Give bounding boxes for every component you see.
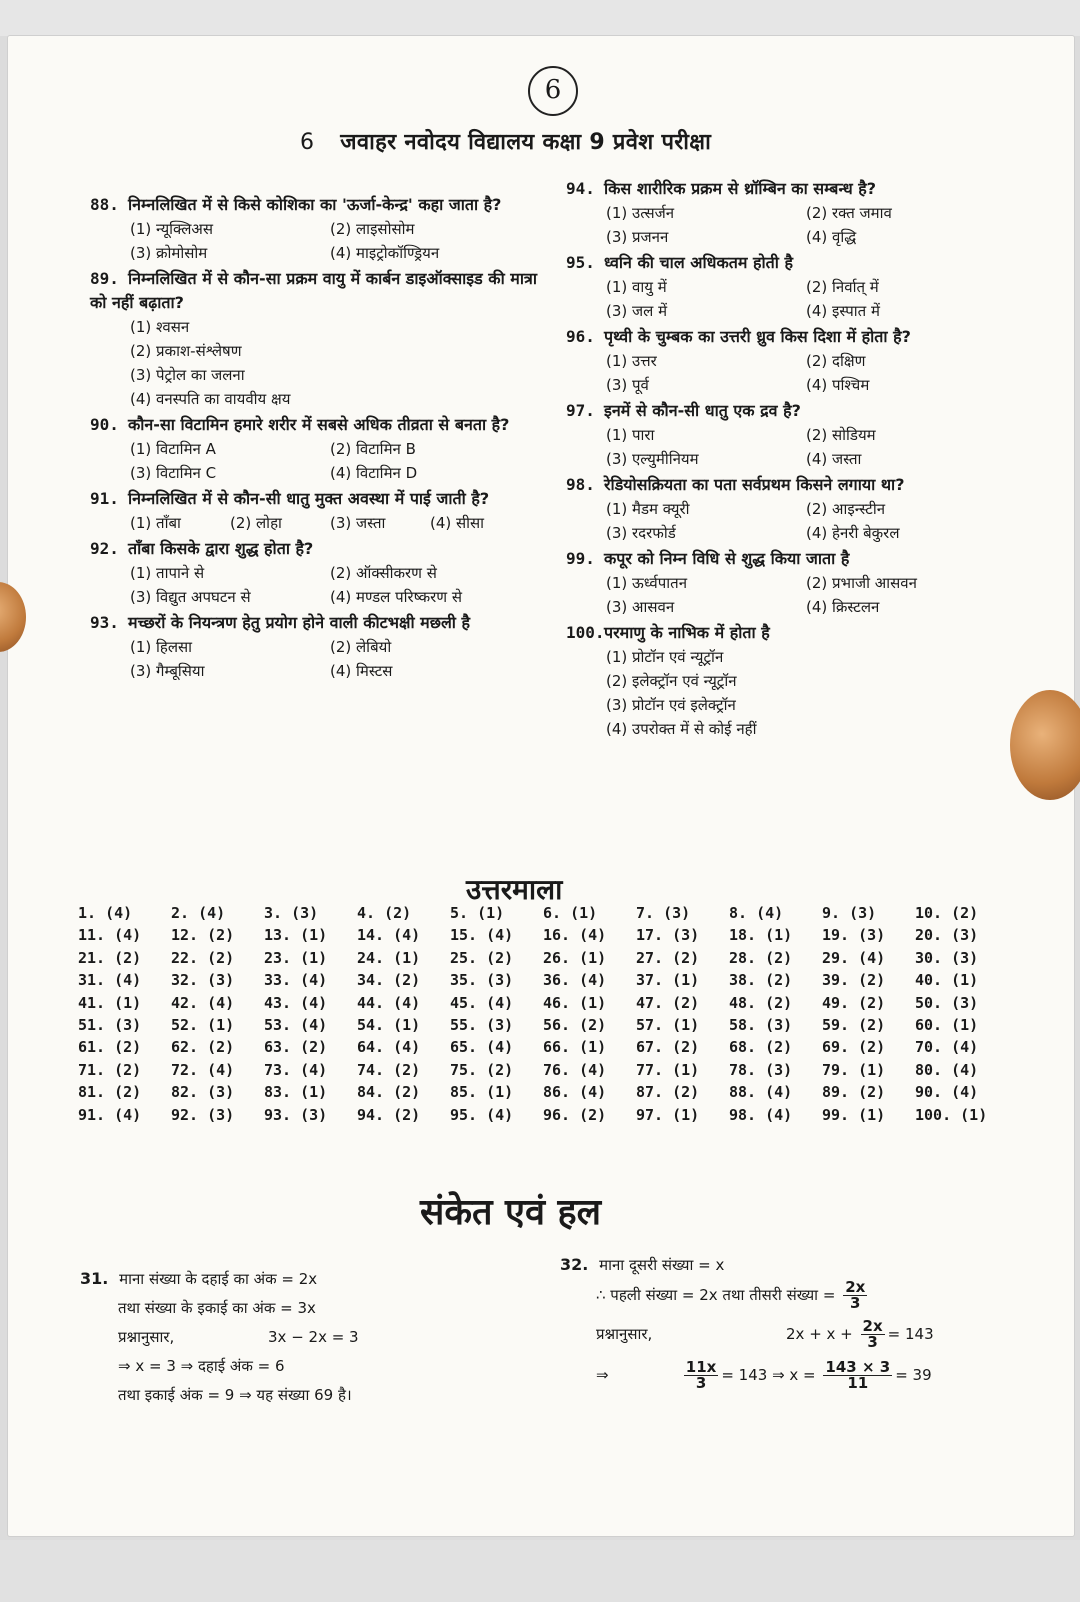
answer-cell: 72. (4) — [171, 1060, 235, 1079]
answer-key-title: उत्तरमाला — [466, 873, 563, 906]
answer-cell: 47. (2) — [636, 993, 700, 1012]
answer-row — [78, 947, 1008, 969]
answer-cell: 29. (4) — [822, 948, 886, 967]
options-list — [566, 201, 1006, 249]
option: (1) विटामिन A — [130, 440, 216, 458]
solution-equation: = 39 — [895, 1366, 932, 1384]
answer-cell: 12. (2) — [171, 926, 235, 945]
fraction-numerator: 143 × 3 — [825, 1358, 891, 1376]
option: (3) प्रजनन — [606, 228, 669, 246]
answer-cell: 8. (4) — [729, 904, 784, 922]
option: (3) गैम्बूसिया — [130, 662, 205, 680]
question-96 — [566, 325, 1006, 397]
options-list — [566, 645, 1006, 741]
answer-cell: 45. (4) — [450, 993, 514, 1012]
option: (1) वायु में — [606, 278, 667, 296]
option: (2) प्रभाजी आसवन — [806, 574, 917, 592]
question-number: 90. — [90, 415, 119, 434]
fraction-denominator: 3 — [850, 1294, 861, 1312]
option: (2) दक्षिण — [806, 352, 866, 370]
question-stem: परमाणु के नाभिक में होता है — [604, 623, 770, 642]
answer-cell: 99. (1) — [822, 1105, 886, 1124]
answer-cell: 3. (3) — [264, 904, 319, 922]
solution-equation: = 143 ⇒ x = — [721, 1366, 816, 1384]
answer-cell: 85. (1) — [450, 1083, 514, 1102]
solution-line: माना दूसरी संख्या = x — [599, 1256, 725, 1274]
option: (2) रक्त जमाव — [806, 204, 892, 222]
option: (2) आइन्स्टीन — [806, 500, 886, 518]
fraction-numerator: 2x — [862, 1317, 883, 1335]
solution-line: प्रश्नानुसार, — [118, 1328, 175, 1346]
question-text — [566, 325, 1006, 349]
question-stem: पृथ्वी के चुम्बक का उत्तरी ध्रुव किस दिशा में होता है? — [604, 327, 911, 346]
answer-cell: 32. (3) — [171, 971, 235, 990]
answer-cell: 15. (4) — [450, 926, 514, 945]
answer-cell: 23. (1) — [264, 948, 328, 967]
option: (2) विटामिन B — [330, 440, 416, 458]
answer-cell: 2. (4) — [171, 904, 226, 922]
answer-cell: 56. (2) — [543, 1016, 607, 1035]
answer-cell: 83. (1) — [264, 1083, 328, 1102]
answer-cell: 1. (4) — [78, 904, 133, 922]
option: (4) माइट्रोकॉण्ड्रियन — [330, 244, 440, 262]
option: (2) लाइसोसोम — [330, 220, 415, 238]
answer-cell: 34. (2) — [357, 971, 421, 990]
answer-cell: 22. (2) — [171, 948, 235, 967]
solution-equation: 2x + x + — [786, 1325, 853, 1343]
option: (1) ताँबा — [130, 514, 181, 532]
question-92 — [90, 537, 540, 609]
options-list — [566, 423, 1006, 471]
answer-cell: 91. (4) — [78, 1105, 142, 1124]
question-88 — [90, 193, 540, 265]
answer-cell: 81. (2) — [78, 1083, 142, 1102]
option: (1) हिलसा — [130, 638, 193, 656]
answer-cell: 90. (4) — [915, 1083, 979, 1102]
answer-cell: 54. (1) — [357, 1016, 421, 1035]
answer-cell: 69. (2) — [822, 1038, 886, 1057]
question-number: 93. — [90, 613, 119, 632]
solution-31 — [80, 1264, 500, 1410]
options-list — [566, 275, 1006, 323]
option: (1) पारा — [606, 426, 655, 444]
answer-cell: 70. (4) — [915, 1038, 979, 1057]
option: (3) जस्ता — [330, 514, 386, 532]
answer-cell: 48. (2) — [729, 993, 793, 1012]
answer-cell: 27. (2) — [636, 948, 700, 967]
answer-cell: 6. (1) — [543, 904, 598, 922]
option: (4) जस्ता — [806, 450, 862, 468]
questions-right-column — [566, 177, 1006, 743]
question-stem: मच्छरों के नियन्त्रण हेतु प्रयोग होने वाली कीटभक्षी मछली है — [128, 613, 471, 632]
answer-cell: 79. (1) — [822, 1060, 886, 1079]
option: (4) वनस्पति का वायवीय क्षय — [130, 390, 291, 408]
questions-left-column — [90, 193, 540, 685]
option: (3) क्रोमोसोम — [130, 244, 208, 262]
question-91 — [90, 487, 540, 535]
solution-line: माना संख्या के दहाई का अंक = 2x — [119, 1270, 318, 1288]
question-stem: कपूर को निम्न विधि से शुद्ध किया जाता है — [604, 549, 850, 568]
answer-cell: 4. (2) — [357, 904, 412, 922]
answer-cell: 77. (1) — [636, 1060, 700, 1079]
answer-cell: 17. (3) — [636, 926, 700, 945]
answer-cell: 39. (2) — [822, 971, 886, 990]
answer-cell: 84. (2) — [357, 1083, 421, 1102]
answer-cell: 87. (2) — [636, 1083, 700, 1102]
answer-cell: 40. (1) — [915, 971, 979, 990]
answer-cell: 18. (1) — [729, 926, 793, 945]
page-header — [300, 126, 711, 156]
solution-line: ∴ पहली संख्या = 2x तथा तीसरी संख्या = — [596, 1286, 836, 1304]
question-number: 95. — [566, 253, 595, 272]
option: (4) उपरोक्त में से कोई नहीं — [606, 720, 757, 738]
answer-cell: 43. (4) — [264, 993, 328, 1012]
options-list — [90, 511, 540, 535]
answer-cell: 49. (2) — [822, 993, 886, 1012]
answer-cell: 73. (4) — [264, 1060, 328, 1079]
question-text — [566, 473, 1006, 497]
answer-cell: 7. (3) — [636, 904, 691, 922]
answer-cell: 67. (2) — [636, 1038, 700, 1057]
fraction — [823, 1360, 892, 1391]
option: (3) आसवन — [606, 598, 675, 616]
answer-cell: 30. (3) — [915, 948, 979, 967]
question-text — [90, 537, 540, 561]
answer-cell: 58. (3) — [729, 1016, 793, 1035]
circled-page-number: 6 — [528, 66, 578, 116]
answer-cell: 89. (2) — [822, 1083, 886, 1102]
answer-cell: 94. (2) — [357, 1105, 421, 1124]
answer-row — [78, 1081, 1008, 1103]
option: (2) इलेक्ट्रॉन एवं न्यूट्रॉन — [606, 672, 737, 690]
bottom-margin — [0, 1540, 1080, 1602]
thumb-right — [1010, 690, 1080, 800]
option: (2) प्रकाश-संश्लेषण — [130, 342, 242, 360]
answer-cell: 59. (2) — [822, 1016, 886, 1035]
solution-32 — [560, 1250, 980, 1391]
option: (4) विटामिन D — [330, 464, 418, 482]
answer-cell: 38. (2) — [729, 971, 793, 990]
answer-cell: 50. (3) — [915, 993, 979, 1012]
fraction-numerator: 11x — [685, 1358, 717, 1376]
option: (2) ऑक्सीकरण से — [330, 564, 437, 582]
question-number: 91. — [90, 489, 119, 508]
top-margin — [0, 0, 1080, 36]
solution-equation: = 143 — [887, 1325, 934, 1343]
question-number: 88. — [90, 195, 119, 214]
answer-cell: 10. (2) — [915, 904, 979, 922]
question-stem: कौन-सा विटामिन हमारे शरीर में सबसे अधिक तीव्रता से बनता है? — [128, 415, 510, 434]
answer-cell: 63. (2) — [264, 1038, 328, 1057]
answer-cell: 75. (2) — [450, 1060, 514, 1079]
option: (1) ऊर्ध्वपातन — [606, 574, 688, 592]
question-text — [90, 611, 540, 635]
question-number: 97. — [566, 401, 595, 420]
option: (4) वृद्धि — [806, 228, 857, 246]
answer-cell: 16. (4) — [543, 926, 607, 945]
question-number: 89. — [90, 269, 119, 288]
answer-cell: 86. (4) — [543, 1083, 607, 1102]
option: (3) विद्युत अपघटन से — [130, 588, 251, 606]
answer-cell: 31. (4) — [78, 971, 142, 990]
option: (3) पूर्व — [606, 376, 649, 394]
answer-cell: 9. (3) — [822, 904, 877, 922]
answer-row — [78, 924, 1008, 946]
question-99 — [566, 547, 1006, 619]
options-list — [90, 315, 540, 411]
fraction — [843, 1280, 867, 1311]
options-list — [90, 437, 540, 485]
answer-cell: 44. (4) — [357, 993, 421, 1012]
question-94 — [566, 177, 1006, 249]
option: (3) एल्युमीनियम — [606, 450, 699, 468]
option: (4) मिस्टस — [330, 662, 393, 680]
options-list — [90, 217, 540, 265]
option: (4) पश्चिम — [806, 376, 870, 394]
option: (1) उत्सर्जन — [606, 204, 675, 222]
option: (2) लोहा — [230, 514, 282, 532]
fraction-denominator: 11 — [847, 1374, 869, 1392]
question-number: 98. — [566, 475, 595, 494]
answer-cell: 95. (4) — [450, 1105, 514, 1124]
answer-cell: 52. (1) — [171, 1016, 235, 1035]
option: (4) मण्डल परिष्करण से — [330, 588, 463, 606]
option: (1) तापाने से — [130, 564, 205, 582]
fraction-denominator: 3 — [695, 1374, 707, 1392]
option: (3) विटामिन C — [130, 464, 217, 482]
option: (2) निर्वात् में — [806, 278, 879, 296]
answer-cell: 76. (4) — [543, 1060, 607, 1079]
question-90 — [90, 413, 540, 485]
answer-row — [78, 1014, 1008, 1036]
option: (4) इस्पात में — [806, 302, 880, 320]
answer-cell: 93. (3) — [264, 1105, 328, 1124]
solution-number: 32. — [560, 1255, 589, 1274]
option: (4) सीसा — [430, 514, 485, 532]
answer-cell: 46. (1) — [543, 993, 607, 1012]
answer-cell: 98. (4) — [729, 1105, 793, 1124]
answer-cell: 96. (2) — [543, 1105, 607, 1124]
answer-cell: 37. (1) — [636, 971, 700, 990]
answer-cell: 13. (1) — [264, 926, 328, 945]
header-page-number: 6 — [300, 130, 315, 155]
question-stem: निम्नलिखित में से किसे कोशिका का 'ऊर्जा-केन्द्र' कहा जाता है? — [128, 195, 502, 214]
answer-cell: 20. (3) — [915, 926, 979, 945]
answer-row — [78, 969, 1008, 991]
question-stem: किस शारीरिक प्रक्रम से थ्रॉम्बिन का सम्बन्ध है? — [604, 179, 877, 198]
question-text — [566, 177, 1006, 201]
options-list — [566, 349, 1006, 397]
question-text — [566, 547, 1006, 571]
question-100 — [566, 621, 1006, 741]
answer-row — [78, 1104, 1008, 1126]
answer-cell: 51. (3) — [78, 1016, 142, 1035]
question-number: 100. — [566, 623, 605, 642]
option: (4) हेनरी बेकुरल — [806, 524, 900, 542]
option: (3) पेट्रोल का जलना — [130, 366, 245, 384]
question-stem: ध्वनि की चाल अधिकतम होती है — [604, 253, 793, 272]
answer-cell: 14. (4) — [357, 926, 421, 945]
question-stem: इनमें से कौन-सी धातु एक द्रव है? — [604, 401, 801, 420]
answer-cell: 53. (4) — [264, 1016, 328, 1035]
option: (2) लेबियो — [330, 638, 392, 656]
question-number: 94. — [566, 179, 595, 198]
answer-cell: 74. (2) — [357, 1060, 421, 1079]
question-text — [566, 251, 1006, 275]
question-text — [90, 487, 540, 511]
answer-cell: 26. (1) — [543, 948, 607, 967]
answer-cell: 36. (4) — [543, 971, 607, 990]
question-text — [90, 413, 540, 437]
option: (1) श्वसन — [130, 318, 190, 336]
options-list — [566, 497, 1006, 545]
question-95 — [566, 251, 1006, 323]
option: (2) सोडियम — [806, 426, 876, 444]
answer-row — [78, 992, 1008, 1014]
question-number: 96. — [566, 327, 595, 346]
answer-row — [78, 902, 1008, 924]
question-number: 92. — [90, 539, 119, 558]
question-93 — [90, 611, 540, 683]
question-number: 99. — [566, 549, 595, 568]
question-98 — [566, 473, 1006, 545]
hints-title: संकेत एवं हल — [420, 1192, 602, 1233]
answer-cell: 42. (4) — [171, 993, 235, 1012]
answer-cell: 65. (4) — [450, 1038, 514, 1057]
solution-line: तथा संख्या के इकाई का अंक = 3x — [118, 1299, 316, 1317]
answer-cell: 19. (3) — [822, 926, 886, 945]
answer-cell: 100. (1) — [915, 1105, 988, 1124]
answer-cell: 71. (2) — [78, 1060, 142, 1079]
answer-cell: 82. (3) — [171, 1083, 235, 1102]
options-list — [566, 571, 1006, 619]
fraction-numerator: 2x — [845, 1278, 866, 1296]
option: (1) उत्तर — [606, 352, 657, 370]
answer-cell: 35. (3) — [450, 971, 514, 990]
answer-cell: 62. (2) — [171, 1038, 235, 1057]
answer-cell: 5. (1) — [450, 904, 505, 922]
answer-cell: 64. (4) — [357, 1038, 421, 1057]
answer-cell: 61. (2) — [78, 1038, 142, 1057]
question-text — [566, 621, 1006, 645]
answer-cell: 24. (1) — [357, 948, 421, 967]
question-text — [90, 267, 540, 315]
answer-cell: 60. (1) — [915, 1016, 979, 1035]
option: (1) न्यूक्लिअस — [130, 220, 213, 238]
answer-cell: 88. (4) — [729, 1083, 793, 1102]
question-text — [566, 399, 1006, 423]
options-list — [90, 561, 540, 609]
implies-symbol: ⇒ — [596, 1366, 609, 1384]
option: (3) प्रोटॉन एवं इलेक्ट्रॉन — [606, 696, 736, 714]
answer-key-grid — [78, 902, 1008, 1126]
question-stem: निम्नलिखित में से कौन-सी धातु मुक्त अवस्था में पाई जाती है? — [128, 489, 490, 508]
answer-cell: 21. (2) — [78, 948, 142, 967]
answer-cell: 66. (1) — [543, 1038, 607, 1057]
answer-cell: 33. (4) — [264, 971, 328, 990]
option: (3) रदरफोर्ड — [606, 524, 676, 542]
option: (1) मैडम क्यूरी — [606, 500, 690, 518]
answer-cell: 80. (4) — [915, 1060, 979, 1079]
answer-row — [78, 1059, 1008, 1081]
question-stem: निम्नलिखित में से कौन-सा प्रक्रम वायु में कार्बन डाइऑक्साइड की मात्रा को नहीं बढ़ाता? — [90, 269, 537, 312]
solution-line: प्रश्नानुसार, — [596, 1325, 653, 1343]
fraction-denominator: 3 — [867, 1333, 878, 1351]
question-text — [90, 193, 540, 217]
answer-cell: 25. (2) — [450, 948, 514, 967]
answer-cell: 92. (3) — [171, 1105, 235, 1124]
solution-line: ⇒ x = 3 ⇒ दहाई अंक = 6 — [118, 1357, 285, 1375]
option: (1) प्रोटॉन एवं न्यूट्रॉन — [606, 648, 724, 666]
fraction — [684, 1360, 719, 1391]
header-title: जवाहर नवोदय विद्यालय कक्षा 9 प्रवेश परीक्षा — [340, 130, 712, 155]
answer-cell: 78. (3) — [729, 1060, 793, 1079]
answer-cell: 57. (1) — [636, 1016, 700, 1035]
option: (4) क्रिस्टलन — [806, 598, 880, 616]
options-list — [90, 635, 540, 683]
answer-row — [78, 1036, 1008, 1058]
option: (3) जल में — [606, 302, 668, 320]
solution-equation: 3x − 2x = 3 — [268, 1328, 359, 1346]
question-97 — [566, 399, 1006, 471]
answer-cell: 55. (3) — [450, 1016, 514, 1035]
fraction — [861, 1319, 885, 1350]
solution-number: 31. — [80, 1269, 109, 1288]
question-89 — [90, 267, 540, 411]
answer-cell: 11. (4) — [78, 926, 142, 945]
answer-cell: 68. (2) — [729, 1038, 793, 1057]
answer-cell: 97. (1) — [636, 1105, 700, 1124]
answer-cell: 28. (2) — [729, 948, 793, 967]
question-stem: ताँबा किसके द्वारा शुद्ध होता है? — [128, 539, 314, 558]
question-stem: रेडियोसक्रियता का पता सर्वप्रथम किसने लगाया था? — [604, 475, 905, 494]
solution-line: तथा इकाई अंक = 9 ⇒ यह संख्या 69 है। — [118, 1386, 352, 1404]
answer-cell: 41. (1) — [78, 993, 142, 1012]
